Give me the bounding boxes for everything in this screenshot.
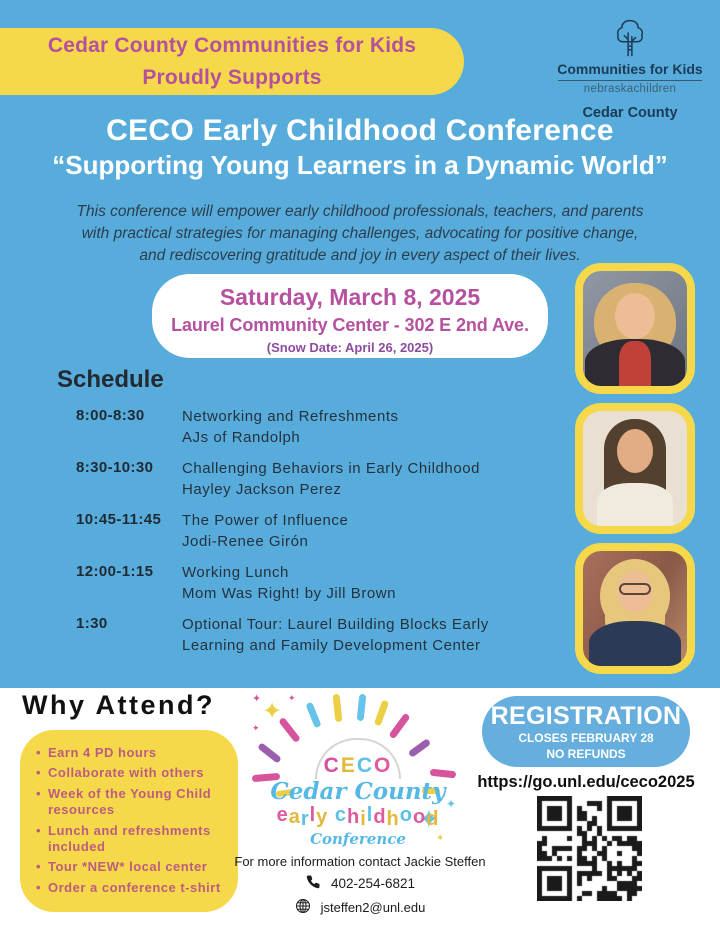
schedule-row bbox=[76, 614, 556, 656]
schedule-row bbox=[76, 562, 556, 604]
event-snow-date: (Snow Date: April 26, 2025) bbox=[266, 340, 434, 355]
why-attend-heading: Why Attend? bbox=[22, 690, 215, 720]
schedule-time: 12:00-1:15 bbox=[76, 563, 154, 580]
schedule-heading: Schedule bbox=[57, 366, 164, 393]
banner-line-1: Cedar County Communities for Kids bbox=[47, 34, 417, 57]
bullet-icon bbox=[36, 765, 48, 781]
portrait-face bbox=[617, 429, 653, 473]
schedule-session: Challenging Behaviors in Early Childhood bbox=[182, 460, 480, 477]
speaker-photos bbox=[575, 263, 695, 674]
ceco-logo bbox=[250, 694, 466, 852]
why-attend-item: • Tour *NEW* local center bbox=[36, 859, 234, 875]
bullet-icon bbox=[36, 823, 48, 856]
schedule-time: 1:30 bbox=[76, 615, 108, 632]
bullet-icon bbox=[36, 859, 48, 875]
registration-no-refunds: NO REFUNDS bbox=[546, 746, 626, 761]
portrait-body bbox=[589, 621, 681, 669]
why-attend-item: • Earn 4 PD hours bbox=[36, 745, 234, 761]
schedule-presenter: Mom Was Right! by Jill Brown bbox=[182, 585, 397, 602]
banner-line-2: Proudly Supports bbox=[142, 65, 322, 89]
sparkle-icon bbox=[288, 694, 296, 703]
sparkle-icon bbox=[252, 694, 261, 705]
sunburst-ray bbox=[408, 738, 432, 758]
footer-section bbox=[0, 688, 720, 932]
sun-arch bbox=[315, 738, 401, 779]
portrait-face bbox=[615, 293, 655, 339]
bullet-icon bbox=[36, 786, 48, 819]
why-attend-item: • Collaborate with others bbox=[36, 765, 234, 781]
speaker-photo-1 bbox=[575, 263, 695, 394]
bullet-icon bbox=[36, 880, 48, 896]
contact-phone: 402-254-6821 bbox=[330, 876, 416, 891]
sparkle-icon bbox=[262, 700, 282, 724]
schedule-list bbox=[76, 406, 556, 656]
schedule-session: Working Lunch bbox=[182, 564, 289, 581]
registration-heading: REGISTRATION bbox=[490, 702, 682, 730]
event-location: Laurel Community Center - 302 E 2nd Ave. bbox=[171, 315, 529, 335]
portrait-body bbox=[597, 483, 673, 527]
support-banner bbox=[0, 28, 464, 95]
schedule-row bbox=[76, 510, 556, 552]
registration-url[interactable]: https://go.unl.edu/ceco2025 bbox=[477, 773, 695, 791]
qr-code-pattern bbox=[537, 796, 642, 901]
schedule-time: 8:30-10:30 bbox=[76, 459, 154, 476]
schedule-time: 8:00-8:30 bbox=[76, 407, 145, 424]
description-line-3: and rediscovering gratitude and joy in every aspect of their lives. bbox=[139, 247, 581, 264]
contact-email: jsteffen2@unl.edu bbox=[320, 900, 426, 915]
ceco-conference-script: Conference bbox=[310, 830, 406, 848]
conference-title: CECO Early Childhood Conference bbox=[106, 114, 614, 147]
registration-card bbox=[482, 696, 690, 767]
tree-icon bbox=[548, 18, 712, 59]
event-date: Saturday, March 8, 2025 bbox=[219, 284, 481, 310]
cfk-logo bbox=[548, 18, 712, 121]
bullet-icon bbox=[36, 745, 48, 761]
schedule-row bbox=[76, 406, 556, 448]
cfk-divider bbox=[558, 80, 702, 81]
schedule-session: Optional Tour: Laurel Building Blocks Early Learning and Family Development Center bbox=[182, 616, 489, 654]
globe-icon bbox=[295, 898, 311, 917]
sparkle-icon bbox=[252, 724, 260, 733]
why-attend-item: • Order a conference t-shirt bbox=[36, 880, 234, 896]
schedule-session: Networking and Refreshments bbox=[182, 408, 399, 425]
portrait-shirt bbox=[619, 341, 651, 386]
qr-code bbox=[537, 796, 642, 901]
sunburst-ray bbox=[374, 700, 389, 727]
why-attend-item: • Lunch and refreshments included bbox=[36, 823, 234, 856]
conference-description bbox=[0, 201, 720, 267]
description-line-2: with practical strategies for managing challenges, advocating for positive change, bbox=[81, 225, 639, 242]
cfk-county: Cedar County bbox=[582, 105, 678, 121]
sunburst-ray bbox=[333, 694, 343, 723]
sunburst-ray bbox=[257, 742, 282, 764]
speaker-photo-3 bbox=[575, 543, 695, 674]
schedule-presenter: Jodi-Renee Girón bbox=[182, 533, 309, 550]
ceco-county-script: Cedar County bbox=[270, 778, 446, 805]
speaker-photo-2 bbox=[575, 403, 695, 534]
conference-subtitle: “Supporting Young Learners in a Dynamic World” bbox=[52, 150, 668, 180]
sunburst-ray bbox=[388, 713, 410, 740]
description-line-1: This conference will empower early childhood professionals, teachers, and parents bbox=[76, 203, 644, 220]
phone-icon bbox=[305, 874, 321, 893]
registration-deadline: CLOSES FEBRUARY 28 bbox=[518, 731, 654, 745]
ceco-program: early childhood bbox=[276, 804, 440, 830]
sunburst-ray bbox=[305, 702, 321, 729]
event-card bbox=[152, 274, 548, 358]
portrait-glasses bbox=[619, 583, 651, 595]
schedule-presenter: AJs of Randolph bbox=[182, 429, 301, 446]
schedule-row bbox=[76, 458, 556, 500]
contact-phone-row bbox=[180, 874, 540, 893]
schedule-session: The Power of Influence bbox=[182, 512, 349, 529]
schedule-time: 10:45-11:45 bbox=[76, 511, 162, 528]
sunburst-ray bbox=[430, 769, 457, 779]
why-attend-item: • Week of the Young Child resources bbox=[36, 786, 234, 819]
schedule-presenter: Hayley Jackson Perez bbox=[182, 481, 342, 498]
cfk-network: nebraskachildren bbox=[583, 83, 677, 95]
contact-email-row bbox=[180, 898, 540, 917]
sunburst-ray bbox=[357, 694, 367, 722]
cfk-name: Communities for Kids bbox=[557, 61, 703, 77]
ceco-acronym: CECO bbox=[323, 754, 393, 777]
contact-note: For more information contact Jackie Steffen bbox=[234, 854, 486, 869]
